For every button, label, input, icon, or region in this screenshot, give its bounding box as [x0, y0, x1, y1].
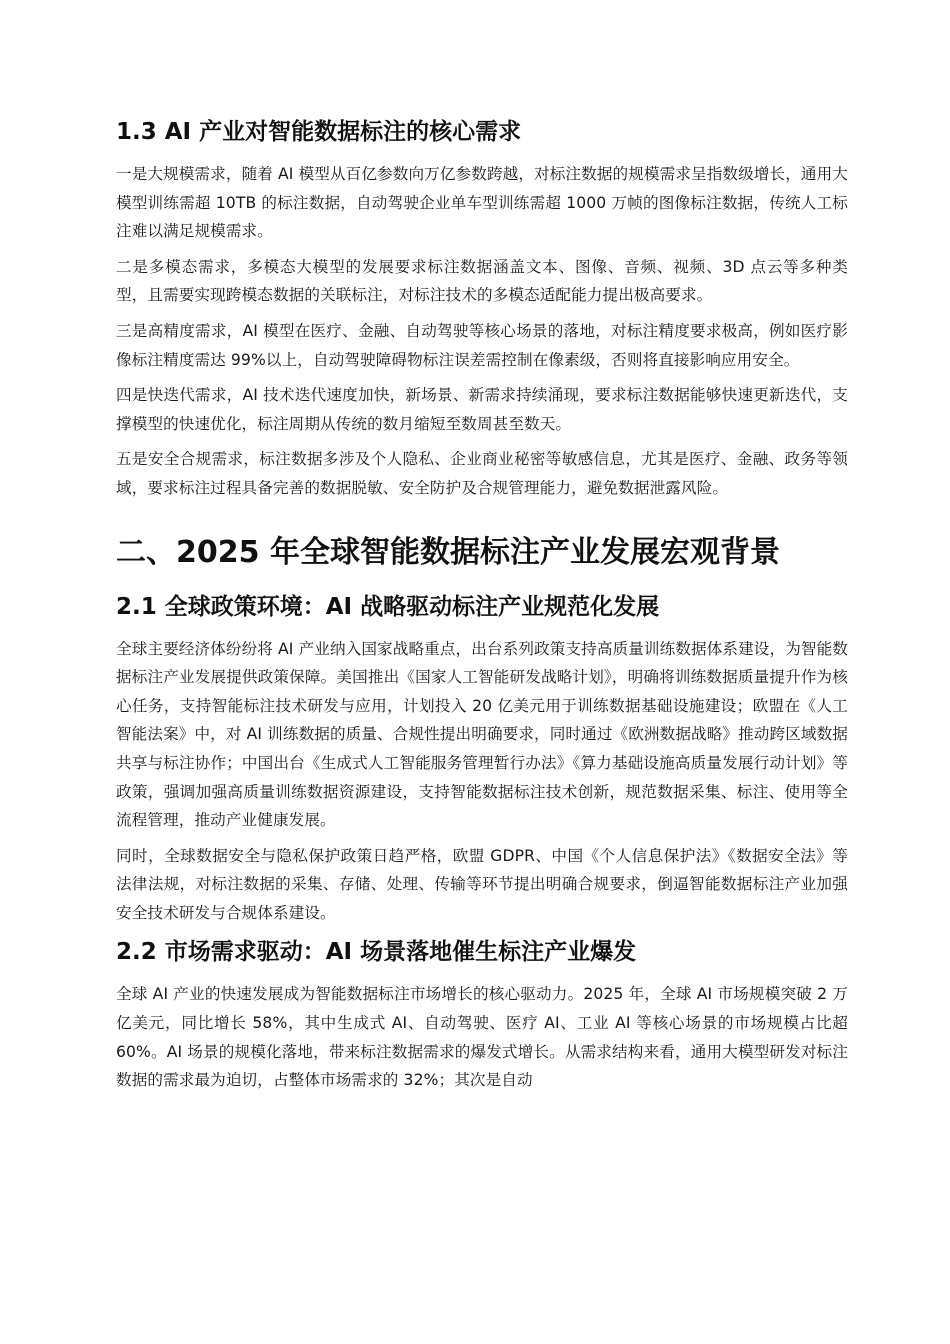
paragraph: 同时，全球数据安全与隐私保护政策日趋严格，欧盟 GDPR、中国《个人信息保护法》《数据安全法》等法律法规，对标注数据的采集、存储、处理、传输等环节提出明确合规要求，倒逼智能数据标注产业加强安全技术研发与合规体系建设。	[116, 846, 848, 922]
paragraph: 一是大规模需求，随着 AI 模型从百亿参数向万亿参数跨越，对标注数据的规模需求呈指数级增长，通用大模型训练需超 10TB 的标注数据，自动驾驶企业单车型训练需超 1000 万帧的图像标注数据，传统人工标注难以满足规模需求。	[116, 165, 848, 241]
paragraph: 三是高精度需求，AI 模型在医疗、金融、自动驾驶等核心场景的落地，对标注精度要求极高，例如医疗影像标注精度需达 99%以上，自动驾驶障碍物标注误差需控制在像素级，否则将直接影响应用安全。	[116, 321, 848, 369]
section-1-3-heading: 1.3 AI 产业对智能数据标注的核心需求	[116, 119, 522, 145]
paragraph: 全球主要经济体纷纷将 AI 产业纳入国家战略重点，出台系列政策支持高质量训练数据体系建设，为智能数据标注产业发展提供政策保障。美国推出《国家人工智能研发战略计划》，明确将训练数据质量提升作为核心任务，支持智能标注技术研发与应用，计划投入 20 亿美元用于训练数据基础设施建设；欧盟在《人工智能法案》中，对 AI 训练数据的质量、合规性提出明确要求，同时通过《欧洲数据战略》推动跨区域数据共享与标注协作；中国出台《生成式人工智能服务管理暂行办法》《算力基础设施高质量发展行动计划》等政策，强调加强高质量训练数据资源建设，支持智能数据标注技术创新，规范数据采集、标注、使用等全流程管理，推动产业健康发展。	[116, 639, 848, 830]
paragraph: 四是快迭代需求，AI 技术迭代速度加快，新场景、新需求持续涌现，要求标注数据能够快速更新迭代，支撑模型的快速优化，标注周期从传统的数月缩短至数周甚至数天。	[116, 386, 848, 433]
section-2-1-heading: 2.1 全球政策环境：AI 战略驱动标注产业规范化发展	[116, 593, 660, 620]
section-2-2-heading: 2.2 市场需求驱动：AI 场景落地催生标注产业爆发	[116, 939, 637, 966]
paragraph: 二是多模态需求，多模态大模型的发展要求标注数据涵盖文本、图像、音频、视频、3D 点云等多种类型，且需要实现跨模态数据的关联标注，对标注技术的多模态适配能力提出极高要求。	[116, 257, 848, 305]
paragraph: 五是安全合规需求，标注数据多涉及个人隐私、企业商业秘密等敏感信息，尤其是医疗、金融、政务等领域，要求标注过程具备完善的数据脱敏、安全防护及合规管理能力，避免数据泄露风险。	[116, 450, 848, 497]
document-page	[116, 114, 848, 1102]
chapter-2-heading: 二、2025 年全球智能数据标注产业发展宏观背景	[116, 534, 780, 570]
paragraph: 全球 AI 产业的快速发展成为智能数据标注市场增长的核心驱动力。2025 年，全球 AI 市场规模突破 2 万亿美元，同比增长 58%，其中生成式 AI、自动驾驶、医疗 AI、工业 AI 等核心场景的市场规模占比超 60%。AI 场景的规模化落地，带来标注数据需求的爆发式增长。从需求结构来看，通用大模型研发对标注数据的需求最为迫切，占整体市场需求的 32%；其次是自动	[116, 985, 848, 1090]
